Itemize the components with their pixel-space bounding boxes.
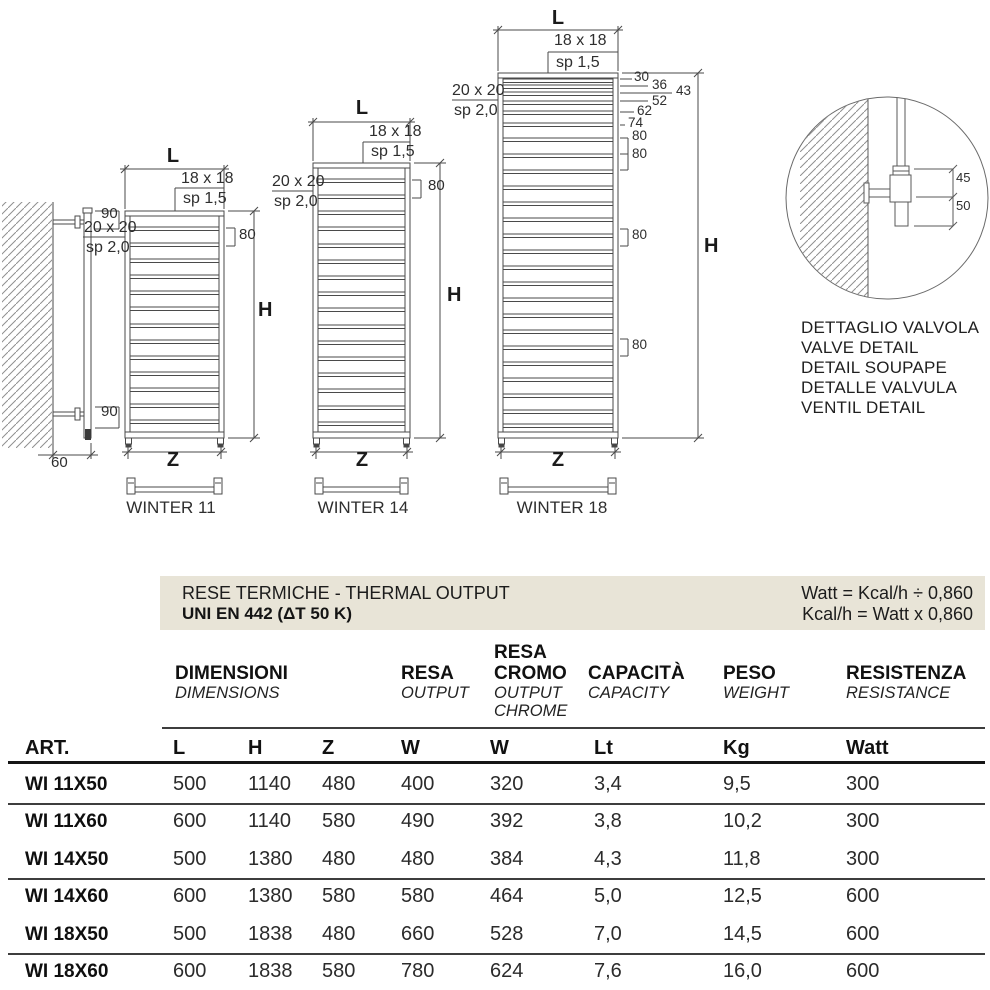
- w11-collector-note-sp: sp 2,0: [86, 239, 130, 256]
- group-capacita-sub: CAPACITY: [588, 684, 670, 702]
- side-dim-60: 60: [51, 454, 68, 471]
- valve-dim-45: 45: [956, 170, 971, 185]
- cell-value: 600: [846, 960, 880, 982]
- cell-value: 3,4: [594, 773, 622, 795]
- cell-value: 580: [322, 885, 356, 908]
- cell-value: 660: [401, 922, 435, 945]
- w18-spacing-62: 62: [637, 103, 653, 118]
- group-capacita: CAPACITÀ: [588, 663, 685, 684]
- formula-watt: Watt = Kcal/h ÷ 0,860: [801, 583, 973, 603]
- cell-value: 16,0: [723, 960, 762, 982]
- cell-value: 11,8: [723, 847, 761, 870]
- cell-value: 480: [322, 847, 356, 870]
- cell-value: 392: [490, 810, 524, 833]
- w14-collector-note-sp: sp 2,0: [274, 193, 318, 210]
- cell-value: 9,5: [723, 773, 751, 795]
- article-code: WI 18X50: [25, 923, 109, 945]
- column-header-4: W: [490, 737, 509, 759]
- group-resistenza-sub: RESISTANCE: [846, 684, 951, 702]
- w14-dim-Z: Z: [355, 449, 369, 471]
- cell-value: 624: [490, 960, 524, 982]
- cell-value: 5,0: [594, 885, 622, 908]
- cell-value: 10,2: [723, 810, 762, 833]
- cell-value: 600: [846, 885, 880, 908]
- cell-value: 4,3: [594, 847, 622, 870]
- column-header-0: L: [173, 737, 186, 759]
- w14-dim-L: L: [355, 97, 369, 119]
- w11-tube-note: 18 x 18: [181, 170, 234, 187]
- cell-value: 600: [173, 810, 207, 833]
- cell-value: 7,6: [594, 960, 622, 982]
- cell-value: 1140: [248, 773, 292, 795]
- cell-value: 1380: [248, 847, 293, 870]
- group-dimensioni: DIMENSIONI: [175, 663, 288, 684]
- cell-value: 300: [846, 847, 880, 870]
- cell-value: 600: [173, 885, 207, 908]
- cell-value: 300: [846, 810, 880, 833]
- cell-value: 600: [846, 922, 880, 945]
- w11-dim-Z: Z: [166, 449, 180, 471]
- w11-dim-L: L: [166, 145, 180, 167]
- valve-detail-captions: [801, 318, 979, 418]
- w18-collector-note: 20 x 20: [452, 82, 505, 99]
- column-header-7: Watt: [846, 737, 889, 759]
- w11-dim-80: 80: [239, 226, 256, 243]
- w18-spacing-43: 43: [676, 83, 692, 98]
- cell-value: 480: [322, 773, 356, 795]
- valve-dim-50: 50: [956, 198, 971, 213]
- band-standard: UNI EN 442 (ΔT 50 K): [182, 604, 352, 623]
- group-resa-cromo-sub: OUTPUT CHROME: [494, 684, 568, 720]
- table-row: [0, 803, 990, 840]
- article-code: WI 18X60: [25, 961, 109, 982]
- valve-caption-es: DETALLE VALVULA: [801, 378, 958, 397]
- header-thick-rule: [8, 761, 985, 764]
- cell-value: 580: [322, 960, 356, 982]
- thermal-output-band: [160, 576, 985, 630]
- cell-value: 14,5: [723, 922, 762, 945]
- cell-value: 600: [173, 960, 207, 982]
- cell-value: 320: [490, 773, 524, 795]
- cell-value: 7,0: [594, 922, 622, 945]
- column-header-2: Z: [322, 737, 335, 759]
- cell-value: 12,5: [723, 885, 762, 908]
- w11-dim-H: H: [258, 299, 273, 321]
- column-header-1: H: [248, 737, 263, 759]
- column-header-6: Kg: [723, 737, 750, 759]
- cell-value: 1838: [248, 960, 293, 982]
- cell-value: 500: [173, 847, 207, 870]
- w18-spacing-80a: 80: [632, 128, 648, 143]
- w18-spacing-52: 52: [652, 93, 668, 108]
- cell-value: 500: [173, 922, 207, 945]
- table-row: [0, 766, 990, 803]
- radiator-front-views: [83, 26, 704, 494]
- w18-spacing-80b: 80: [632, 146, 648, 161]
- w14-tube-note: 18 x 18: [369, 123, 422, 140]
- band-title: RESE TERMICHE - THERMAL OUTPUT: [182, 583, 510, 603]
- table-row: [0, 878, 990, 915]
- cell-value: 580: [322, 810, 356, 833]
- cell-value: 780: [401, 960, 435, 982]
- w18-mid-80b: 80: [632, 337, 648, 352]
- article-code: WI 14X60: [25, 886, 109, 908]
- table-row: [0, 953, 990, 990]
- article-code: WI 11X60: [25, 811, 108, 833]
- cell-value: 384: [490, 847, 524, 870]
- w18-spacing-30: 30: [634, 69, 650, 84]
- side-dim-90-bottom: 90: [101, 403, 118, 420]
- valve-caption-en: VALVE DETAIL: [801, 338, 919, 357]
- w18-spacing-36: 36: [652, 77, 668, 92]
- cell-value: 480: [401, 847, 435, 870]
- w18-tube-note: 18 x 18: [554, 32, 607, 49]
- art-column-header: ART.: [25, 737, 70, 759]
- w18-collector-note-sp: sp 2,0: [454, 102, 498, 119]
- cell-value: 500: [173, 773, 207, 795]
- cell-value: 1140: [248, 810, 292, 833]
- w14-dim-H: H: [447, 284, 462, 306]
- group-resa: RESA: [401, 663, 454, 684]
- w14-collector-note: 20 x 20: [272, 173, 325, 190]
- valve-caption-fr: DETAIL SOUPAPE: [801, 358, 948, 377]
- w14-tube-note-sp: sp 1,5: [371, 143, 415, 160]
- column-header-5: Lt: [594, 737, 613, 759]
- cell-value: 3,8: [594, 810, 622, 833]
- cell-value: 1838: [248, 922, 293, 945]
- cell-value: 464: [490, 885, 524, 908]
- cell-value: 480: [322, 922, 356, 945]
- formula-kcal: Kcal/h = Watt x 0,860: [802, 604, 973, 624]
- table-row: [0, 841, 990, 878]
- w14-dim-80: 80: [428, 177, 445, 194]
- w11-collector-note: 20 x 20: [84, 219, 137, 236]
- band-formulas: [801, 583, 973, 625]
- group-dimensioni-sub: DIMENSIONS: [175, 684, 280, 702]
- cell-value: 400: [401, 773, 435, 795]
- group-resistenza: RESISTENZA: [846, 663, 967, 684]
- column-header-3: W: [401, 737, 420, 759]
- group-resa-cromo: RESA CROMO: [494, 642, 567, 684]
- cell-value: 1380: [248, 885, 293, 908]
- w18-name: WINTER 18: [516, 498, 608, 517]
- cell-value: 300: [846, 773, 880, 795]
- w18-mid-80a: 80: [632, 227, 648, 242]
- cell-value: 580: [401, 885, 435, 908]
- w18-dim-Z: Z: [551, 449, 565, 471]
- w18-dim-H: H: [704, 235, 719, 257]
- w18-tube-note-sp: sp 1,5: [556, 54, 600, 71]
- article-code: WI 14X50: [25, 848, 109, 870]
- cell-value: 490: [401, 810, 435, 833]
- w18-spacing-74: 74: [628, 115, 644, 130]
- group-peso: PESO: [723, 663, 776, 684]
- header-rule: [162, 727, 985, 729]
- w14-name: WINTER 14: [317, 498, 409, 517]
- valve-caption-de: VENTIL DETAIL: [801, 398, 926, 417]
- valve-caption-it: DETTAGLIO VALVOLA: [801, 318, 980, 337]
- cell-value: 528: [490, 922, 524, 945]
- w11-name: WINTER 11: [126, 498, 216, 517]
- article-code: WI 11X50: [25, 774, 108, 795]
- side-dim-90-top: 90: [101, 205, 118, 222]
- w18-dim-L: L: [551, 7, 565, 29]
- group-peso-sub: WEIGHT: [723, 684, 789, 702]
- w11-tube-note-sp: sp 1,5: [183, 190, 227, 207]
- group-resa-sub: OUTPUT: [401, 684, 469, 702]
- table-row: [0, 916, 990, 953]
